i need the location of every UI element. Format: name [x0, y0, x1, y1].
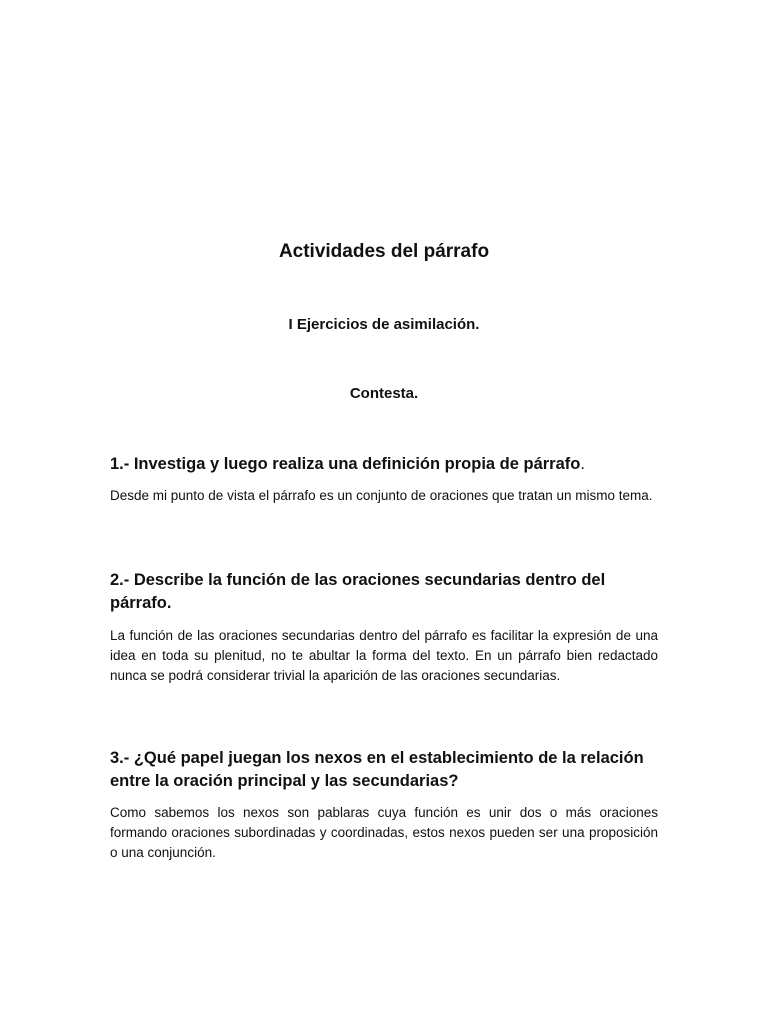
answer-1: Desde mi punto de vista el párrafo es un conjunto de oraciones que tratan un mismo tema.: [110, 488, 653, 503]
question-3: [110, 747, 658, 793]
instruction-heading: Contesta.: [349, 385, 419, 402]
question-2: [110, 569, 658, 615]
question-1-tail: .: [580, 455, 585, 473]
question-2-text: 2.- Describe la función de las oraciones secundarias dentro del párrafo.: [110, 571, 606, 612]
answer-2: La función de las oraciones secundarias dentro del párrafo es facilitar la expresión de una idea en toda su plenitud, no te abultar la forma del texto. En un párrafo bien redactado nunca se podrá considerar trivial la aparición de las oraciones secundarias.: [110, 628, 658, 683]
answer-3: Como sabemos los nexos son pablaras cuya función es unir dos o más oraciones formando oraciones subordinadas y coordinadas, estos nexos pueden ser una proposición o una conjunción.: [110, 805, 658, 860]
question-3-text: 3.- ¿Qué papel juegan los nexos en el establecimiento de la relación entre la oración principal y las secundarias?: [110, 749, 644, 790]
document-title: Actividades del párrafo: [278, 241, 490, 262]
question-1-text: 1.- Investiga y luego realiza una definición propia de párrafo: [110, 455, 581, 473]
section-heading: I Ejercicios de asimilación.: [288, 316, 480, 333]
question-1: [110, 453, 658, 476]
